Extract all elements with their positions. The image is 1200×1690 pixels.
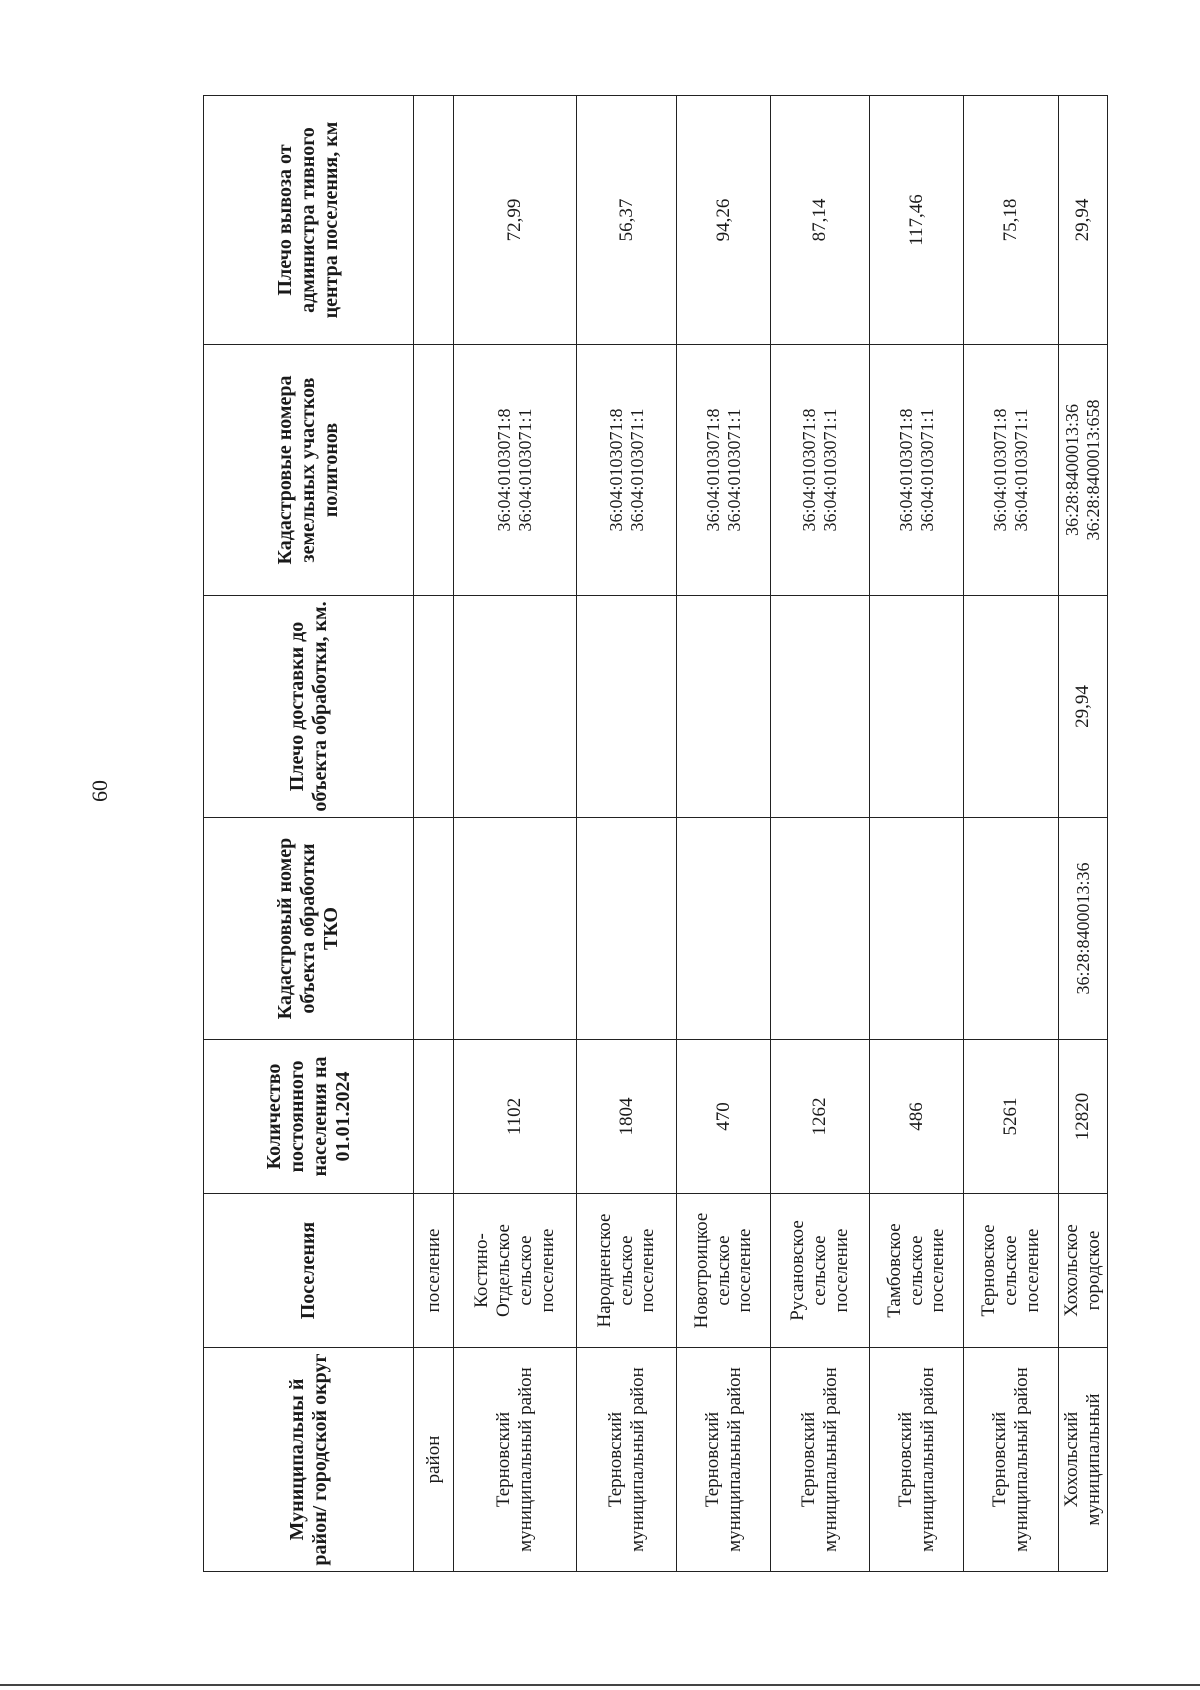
settlement-cell: Костино-Отдельское сельское поселение <box>454 1194 577 1348</box>
cadastral-number: 36:28:8400013:658 <box>1082 399 1103 541</box>
export-km-cell: 29,94 <box>1059 96 1108 345</box>
processing-cadastral-cell <box>771 818 870 1040</box>
header-delivery-km: Плечо доставки до объекта обработки, км. <box>204 596 414 818</box>
delivery-km-cell <box>964 596 1059 818</box>
landfill-cadastral-cell <box>771 345 870 596</box>
settlement-cell: Тамбовское сельское поселение <box>870 1194 964 1348</box>
header-processing-cadastral: Кадастровый номер объекта обработки ТКО <box>204 818 414 1040</box>
table-row <box>771 96 870 1572</box>
table-row <box>454 96 577 1572</box>
district-cell: Терновский муниципальный район <box>577 1348 677 1572</box>
table-row <box>677 96 771 1572</box>
cadastral-number: 36:04:0103071:1 <box>723 408 744 532</box>
district-cell: Терновский муниципальный район <box>964 1348 1059 1572</box>
district-cell: Хохольский муниципальный <box>1059 1348 1108 1572</box>
rotated-table-wrapper <box>203 96 1106 1572</box>
population-cell: 470 <box>677 1040 771 1194</box>
bottom-rule <box>0 1684 1200 1686</box>
cadastral-number: 36:04:0103071:8 <box>990 408 1011 532</box>
processing-cadastral-cell <box>964 818 1059 1040</box>
table-cell <box>414 1040 454 1194</box>
processing-cadastral-cell <box>454 818 577 1040</box>
population-cell: 1262 <box>771 1040 870 1194</box>
table-row <box>1059 96 1108 1572</box>
population-cell: 1102 <box>454 1040 577 1194</box>
settlement-cell: Русановское сельское поселение <box>771 1194 870 1348</box>
table-cell <box>414 818 454 1040</box>
landfill-cadastral-cell <box>677 345 771 596</box>
cadastral-number: 36:04:0103071:8 <box>799 408 820 532</box>
district-cell: Терновский муниципальный район <box>771 1348 870 1572</box>
header-row <box>204 96 414 1572</box>
processing-cadastral-cell <box>870 818 964 1040</box>
processing-cadastral-cell: 36:28:8400013:36 <box>1059 818 1108 1040</box>
export-km-cell: 117,46 <box>870 96 964 345</box>
header-landfill-cadastral: Кадастровые номера земельных участков полигонов <box>204 345 414 596</box>
export-km-cell: 94,26 <box>677 96 771 345</box>
header-district: Муниципальны й район/ городской округ <box>204 1348 414 1572</box>
landfill-cadastral-cell <box>964 345 1059 596</box>
header-settlement: Поселения <box>204 1194 414 1348</box>
page-number: 60 <box>87 780 112 802</box>
district-cell: Терновский муниципальный район <box>677 1348 771 1572</box>
delivery-km-cell <box>870 596 964 818</box>
landfill-cadastral-cell <box>870 345 964 596</box>
cadastral-number: 36:04:0103071:1 <box>916 408 937 532</box>
landfill-cadastral-cell <box>577 345 677 596</box>
table-row <box>964 96 1059 1572</box>
cadastral-number: 36:04:0103071:1 <box>1011 408 1031 532</box>
delivery-km-cell: 29,94 <box>1059 596 1108 818</box>
cadastral-number: 36:04:0103071:8 <box>494 408 515 532</box>
cadastral-number: 36:04:0103071:1 <box>820 408 840 532</box>
delivery-km-cell <box>677 596 771 818</box>
table-row <box>870 96 964 1572</box>
table-cell <box>414 96 454 345</box>
cadastral-number: 36:04:0103071:1 <box>626 408 647 532</box>
population-cell: 1804 <box>577 1040 677 1194</box>
header-export-km: Плечо вывоза от администра тивного центра поселения, км <box>204 96 414 345</box>
district-cell: Терновский муниципальный район <box>870 1348 964 1572</box>
population-cell: 5261 <box>964 1040 1059 1194</box>
settlement-cell: Народненское сельское поселение <box>577 1194 677 1348</box>
population-cell: 12820 <box>1059 1040 1108 1194</box>
table-cell: поселение <box>414 1194 454 1348</box>
delivery-km-cell <box>771 596 870 818</box>
cadastral-number: 36:04:0103071:1 <box>515 408 535 532</box>
table-cell <box>414 596 454 818</box>
export-km-cell: 75,18 <box>964 96 1059 345</box>
export-km-cell: 87,14 <box>771 96 870 345</box>
landfill-cadastral-cell <box>454 345 577 596</box>
table-cell: район <box>414 1348 454 1572</box>
processing-cadastral-cell <box>677 818 771 1040</box>
cadastral-number: 36:04:0103071:8 <box>702 408 723 532</box>
settlement-cell: Хохольское городское <box>1059 1194 1108 1348</box>
table-cell <box>414 345 454 596</box>
export-km-cell: 56,37 <box>577 96 677 345</box>
settlement-cell: Терновское сельское поселение <box>964 1194 1059 1348</box>
table-row <box>577 96 677 1572</box>
district-cell: Терновский муниципальный район <box>454 1348 577 1572</box>
population-cell: 486 <box>870 1040 964 1194</box>
continuation-row <box>414 96 454 1572</box>
export-km-cell: 72,99 <box>454 96 577 345</box>
header-population: Количество постоянного населения на 01.01.2024 <box>204 1040 414 1194</box>
cadastral-number: 36:04:0103071:8 <box>895 408 916 532</box>
cadastral-number: 36:04:0103071:8 <box>605 408 626 532</box>
delivery-km-cell <box>577 596 677 818</box>
processing-cadastral-cell <box>577 818 677 1040</box>
waste-logistics-table <box>203 95 1108 1572</box>
settlement-cell: Новотроицкое сельское поселение <box>677 1194 771 1348</box>
cadastral-number: 36:28:8400013:36 <box>1062 404 1083 537</box>
delivery-km-cell <box>454 596 577 818</box>
landfill-cadastral-cell <box>1059 345 1108 596</box>
